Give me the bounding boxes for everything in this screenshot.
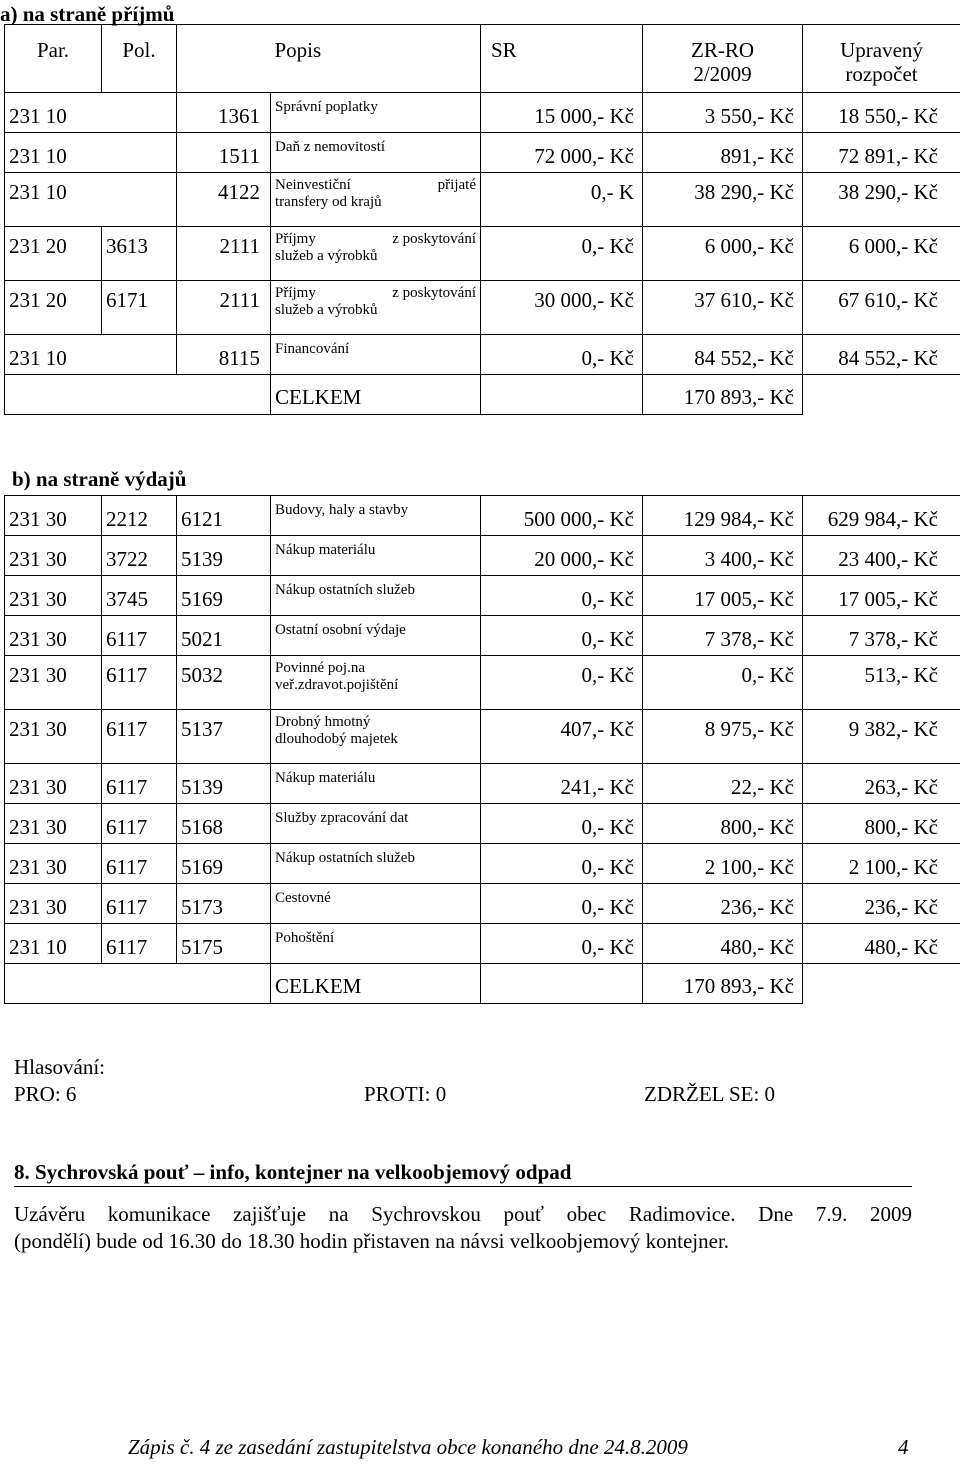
item8-heading: 8. Sychrovská pouť – info, kontejner na velkoobjemový odpad: [14, 1160, 572, 1184]
description-text: Příjmy: [275, 231, 316, 247]
expense-row: [5, 656, 960, 710]
header-sr: SR: [481, 25, 643, 93]
expense-row: [5, 884, 960, 924]
income-row: [5, 281, 960, 335]
header-par: Par.: [5, 25, 102, 93]
zr-value: 17 005,- Kč: [643, 576, 803, 616]
sr-value: 500 000,- Kč: [481, 496, 643, 536]
par-sub-code: 3722: [102, 536, 177, 576]
description-text: Příjmy: [275, 285, 316, 301]
pol-code: 5139: [177, 764, 271, 804]
par-code-spacer: [102, 335, 177, 375]
item8-line1: Uzávěru komunikace zajišťuje na Sychrovskou pouť obec Radimovice. Dne 7.9. 2009: [14, 1202, 912, 1226]
par-code: 231 20: [5, 227, 102, 281]
sr-value: 0,- Kč: [481, 804, 643, 844]
description-text-right: přijaté: [437, 177, 476, 193]
upraveny-value: 800,- Kč: [803, 804, 960, 844]
par-sub-code: 3613: [102, 227, 177, 281]
vote-proti: PROTI: 0: [364, 1082, 447, 1106]
description-text: Neinvestiční: [275, 177, 351, 193]
expense-row: [5, 844, 960, 884]
income-table: [4, 24, 960, 415]
total-value: 170 893,- Kč: [643, 375, 803, 415]
total-blank: [5, 964, 271, 1004]
upraveny-value: 18 550,- Kč: [803, 93, 960, 133]
total-label: CELKEM: [271, 964, 481, 1004]
sr-value: 0,- Kč: [481, 576, 643, 616]
header-up-line2: rozpočet: [845, 62, 918, 86]
pol-code: 2111: [177, 281, 271, 335]
upraveny-value: 629 984,- Kč: [803, 496, 960, 536]
vote-zdrzel: ZDRŽEL SE: 0: [644, 1082, 776, 1106]
expense-table: [4, 495, 960, 1004]
zr-value: 236,- Kč: [643, 884, 803, 924]
sr-value: 0,- K: [481, 173, 643, 227]
pol-code: 5175: [177, 924, 271, 964]
par-code: 231 30: [5, 884, 102, 924]
sr-value: 0,- Kč: [481, 656, 643, 710]
upraveny-value: 84 552,- Kč: [803, 335, 960, 375]
pol-code: 5173: [177, 884, 271, 924]
footer-page-number: 4: [898, 1435, 909, 1459]
footer-text: Zápis č. 4 ze zasedání zastupitelstva obce konaného dne 24.8.2009: [128, 1435, 688, 1459]
total-blank-up: [803, 375, 960, 415]
zr-value: 3 550,- Kč: [643, 93, 803, 133]
expense-row: [5, 710, 960, 764]
income-header-row: [5, 25, 960, 93]
description-line1: Nákup ostatních služeb: [275, 582, 415, 598]
zr-value: 0,- Kč: [643, 656, 803, 710]
zr-value: 37 610,- Kč: [643, 281, 803, 335]
upraveny-value: 72 891,- Kč: [803, 133, 960, 173]
par-code: 231 10: [5, 93, 102, 133]
description-line1: Nákup ostatních služeb: [275, 850, 415, 866]
section-b-heading: b) na straně výdajů: [12, 467, 187, 491]
par-sub-code: 6117: [102, 764, 177, 804]
upraveny-value: 9 382,- Kč: [803, 710, 960, 764]
zr-value: 6 000,- Kč: [643, 227, 803, 281]
sr-value: 30 000,- Kč: [481, 281, 643, 335]
par-sub-code: 6171: [102, 281, 177, 335]
zr-value: 129 984,- Kč: [643, 496, 803, 536]
pol-code: 1361: [177, 93, 271, 133]
description-cell: [271, 804, 481, 844]
zr-value: 2 100,- Kč: [643, 844, 803, 884]
sr-value: 0,- Kč: [481, 227, 643, 281]
description-cell: [271, 227, 481, 281]
par-code: 231 30: [5, 764, 102, 804]
description-cell: [271, 844, 481, 884]
description-line1: Budovy, haly a stavby: [275, 502, 409, 518]
expense-total-row: [5, 964, 960, 1004]
description-cell: [271, 173, 481, 227]
description-line1: Pohoštění: [275, 930, 335, 946]
header-zr-line2: 2/2009: [693, 62, 752, 86]
sr-value: 20 000,- Kč: [481, 536, 643, 576]
header-upraveny: [803, 25, 960, 93]
description-line1: Správní poplatky: [275, 99, 378, 115]
income-row: [5, 227, 960, 281]
upraveny-value: 7 378,- Kč: [803, 616, 960, 656]
description-line1: Nákup materiálu: [275, 542, 376, 558]
section-a-heading: a) na straně příjmů: [0, 2, 175, 26]
expense-row: [5, 804, 960, 844]
pol-code: 5021: [177, 616, 271, 656]
total-blank-sr: [481, 964, 643, 1004]
zr-value: 480,- Kč: [643, 924, 803, 964]
par-code: 231 30: [5, 804, 102, 844]
description-line1: [275, 285, 476, 302]
description-cell: [271, 576, 481, 616]
sr-value: 0,- Kč: [481, 884, 643, 924]
description-line1: Financování: [275, 341, 350, 357]
description-cell: [271, 710, 481, 764]
par-code: 231 30: [5, 536, 102, 576]
pol-code: 5169: [177, 844, 271, 884]
header-popis-spacer: [177, 25, 271, 93]
sr-value: 0,- Kč: [481, 844, 643, 884]
pol-code: 4122: [177, 173, 271, 227]
vote-label: Hlasování:: [14, 1055, 105, 1079]
total-label: CELKEM: [271, 375, 481, 415]
zr-value: 800,- Kč: [643, 804, 803, 844]
description-line1: Povinné poj.na: [275, 660, 365, 676]
par-code: 231 10: [5, 133, 102, 173]
header-up-line1: Upravený: [840, 38, 923, 62]
expense-row: [5, 576, 960, 616]
par-sub-code: 6117: [102, 884, 177, 924]
header-zr-line1: ZR-RO: [691, 38, 754, 62]
zr-value: 84 552,- Kč: [643, 335, 803, 375]
income-row: [5, 93, 960, 133]
sr-value: 0,- Kč: [481, 616, 643, 656]
income-total-row: [5, 375, 960, 415]
par-code: 231 30: [5, 496, 102, 536]
upraveny-value: 6 000,- Kč: [803, 227, 960, 281]
par-code: 231 10: [5, 335, 102, 375]
sr-value: 72 000,- Kč: [481, 133, 643, 173]
upraveny-value: 513,- Kč: [803, 656, 960, 710]
pol-code: 5168: [177, 804, 271, 844]
description-line2: transfery od krajů: [275, 194, 382, 210]
description-cell: [271, 133, 481, 173]
zr-value: 891,- Kč: [643, 133, 803, 173]
description-cell: [271, 764, 481, 804]
description-cell: [271, 656, 481, 710]
description-line1: Drobný hmotný: [275, 714, 371, 730]
upraveny-value: 480,- Kč: [803, 924, 960, 964]
par-code-spacer: [102, 173, 177, 227]
total-blank-sr: [481, 375, 643, 415]
description-cell: [271, 281, 481, 335]
par-code-spacer: [102, 133, 177, 173]
sr-value: 0,- Kč: [481, 335, 643, 375]
pol-code: 2111: [177, 227, 271, 281]
vote-pro: PRO: 6: [14, 1082, 77, 1106]
par-sub-code: 6117: [102, 804, 177, 844]
pol-code: 5139: [177, 536, 271, 576]
upraveny-value: 38 290,- Kč: [803, 173, 960, 227]
zr-value: 3 400,- Kč: [643, 536, 803, 576]
income-row: [5, 133, 960, 173]
description-line2: služeb a výrobků: [275, 302, 378, 318]
expense-row: [5, 536, 960, 576]
item8-line2: (pondělí) bude od 16.30 do 18.30 hodin přistaven na návsi velkoobjemový kontejner.: [14, 1229, 730, 1253]
total-value: 170 893,- Kč: [643, 964, 803, 1004]
pol-code: 1511: [177, 133, 271, 173]
pol-code: 8115: [177, 335, 271, 375]
par-sub-code: 6117: [102, 844, 177, 884]
zr-value: 7 378,- Kč: [643, 616, 803, 656]
description-cell: [271, 884, 481, 924]
description-line1: Daň z nemovitostí: [275, 139, 385, 155]
income-row: [5, 173, 960, 227]
description-cell: [271, 496, 481, 536]
par-code: 231 20: [5, 281, 102, 335]
par-code: 231 10: [5, 173, 102, 227]
zr-value: 22,- Kč: [643, 764, 803, 804]
description-text-right: z poskytování: [392, 285, 476, 301]
description-text-right: z poskytování: [392, 231, 476, 247]
pol-code: 5032: [177, 656, 271, 710]
upraveny-value: 17 005,- Kč: [803, 576, 960, 616]
expense-row: [5, 764, 960, 804]
description-cell: [271, 335, 481, 375]
upraveny-value: 236,- Kč: [803, 884, 960, 924]
description-cell: [271, 616, 481, 656]
pol-code: 6121: [177, 496, 271, 536]
description-line1: Ostatní osobní výdaje: [275, 622, 406, 638]
expense-row: [5, 496, 960, 536]
sr-value: 15 000,- Kč: [481, 93, 643, 133]
description-line1: Služby zpracování dat: [275, 810, 409, 826]
sr-value: 0,- Kč: [481, 924, 643, 964]
par-code: 231 30: [5, 576, 102, 616]
par-code: 231 30: [5, 656, 102, 710]
par-sub-code: 3745: [102, 576, 177, 616]
description-cell: [271, 93, 481, 133]
header-zr: [643, 25, 803, 93]
upraveny-value: 67 610,- Kč: [803, 281, 960, 335]
par-code: 231 30: [5, 616, 102, 656]
item8-rule: [14, 1186, 912, 1187]
description-cell: [271, 536, 481, 576]
pol-code: 5169: [177, 576, 271, 616]
par-code-spacer: [102, 93, 177, 133]
zr-value: 38 290,- Kč: [643, 173, 803, 227]
zr-value: 8 975,- Kč: [643, 710, 803, 764]
header-pol: Pol.: [102, 25, 177, 93]
description-line2: veř.zdravot.pojištění: [275, 677, 399, 693]
par-sub-code: 6117: [102, 710, 177, 764]
expense-row: [5, 924, 960, 964]
description-line2: služeb a výrobků: [275, 248, 378, 264]
description-line1: Nákup materiálu: [275, 770, 376, 786]
description-line1: Cestovné: [275, 890, 331, 906]
par-code: 231 30: [5, 844, 102, 884]
description-cell: [271, 924, 481, 964]
total-blank-up: [803, 964, 960, 1004]
total-blank: [5, 375, 271, 415]
upraveny-value: 23 400,- Kč: [803, 536, 960, 576]
expense-row: [5, 616, 960, 656]
par-code: 231 10: [5, 924, 102, 964]
header-popis: Popis: [271, 25, 481, 93]
pol-code: 5137: [177, 710, 271, 764]
par-sub-code: 2212: [102, 496, 177, 536]
upraveny-value: 2 100,- Kč: [803, 844, 960, 884]
upraveny-value: 263,- Kč: [803, 764, 960, 804]
description-line2: dlouhodobý majetek: [275, 731, 398, 747]
income-row: [5, 335, 960, 375]
description-line1: [275, 177, 476, 194]
par-sub-code: 6117: [102, 924, 177, 964]
par-sub-code: 6117: [102, 656, 177, 710]
description-line1: [275, 231, 476, 248]
par-code: 231 30: [5, 710, 102, 764]
sr-value: 407,- Kč: [481, 710, 643, 764]
sr-value: 241,- Kč: [481, 764, 643, 804]
par-sub-code: 6117: [102, 616, 177, 656]
